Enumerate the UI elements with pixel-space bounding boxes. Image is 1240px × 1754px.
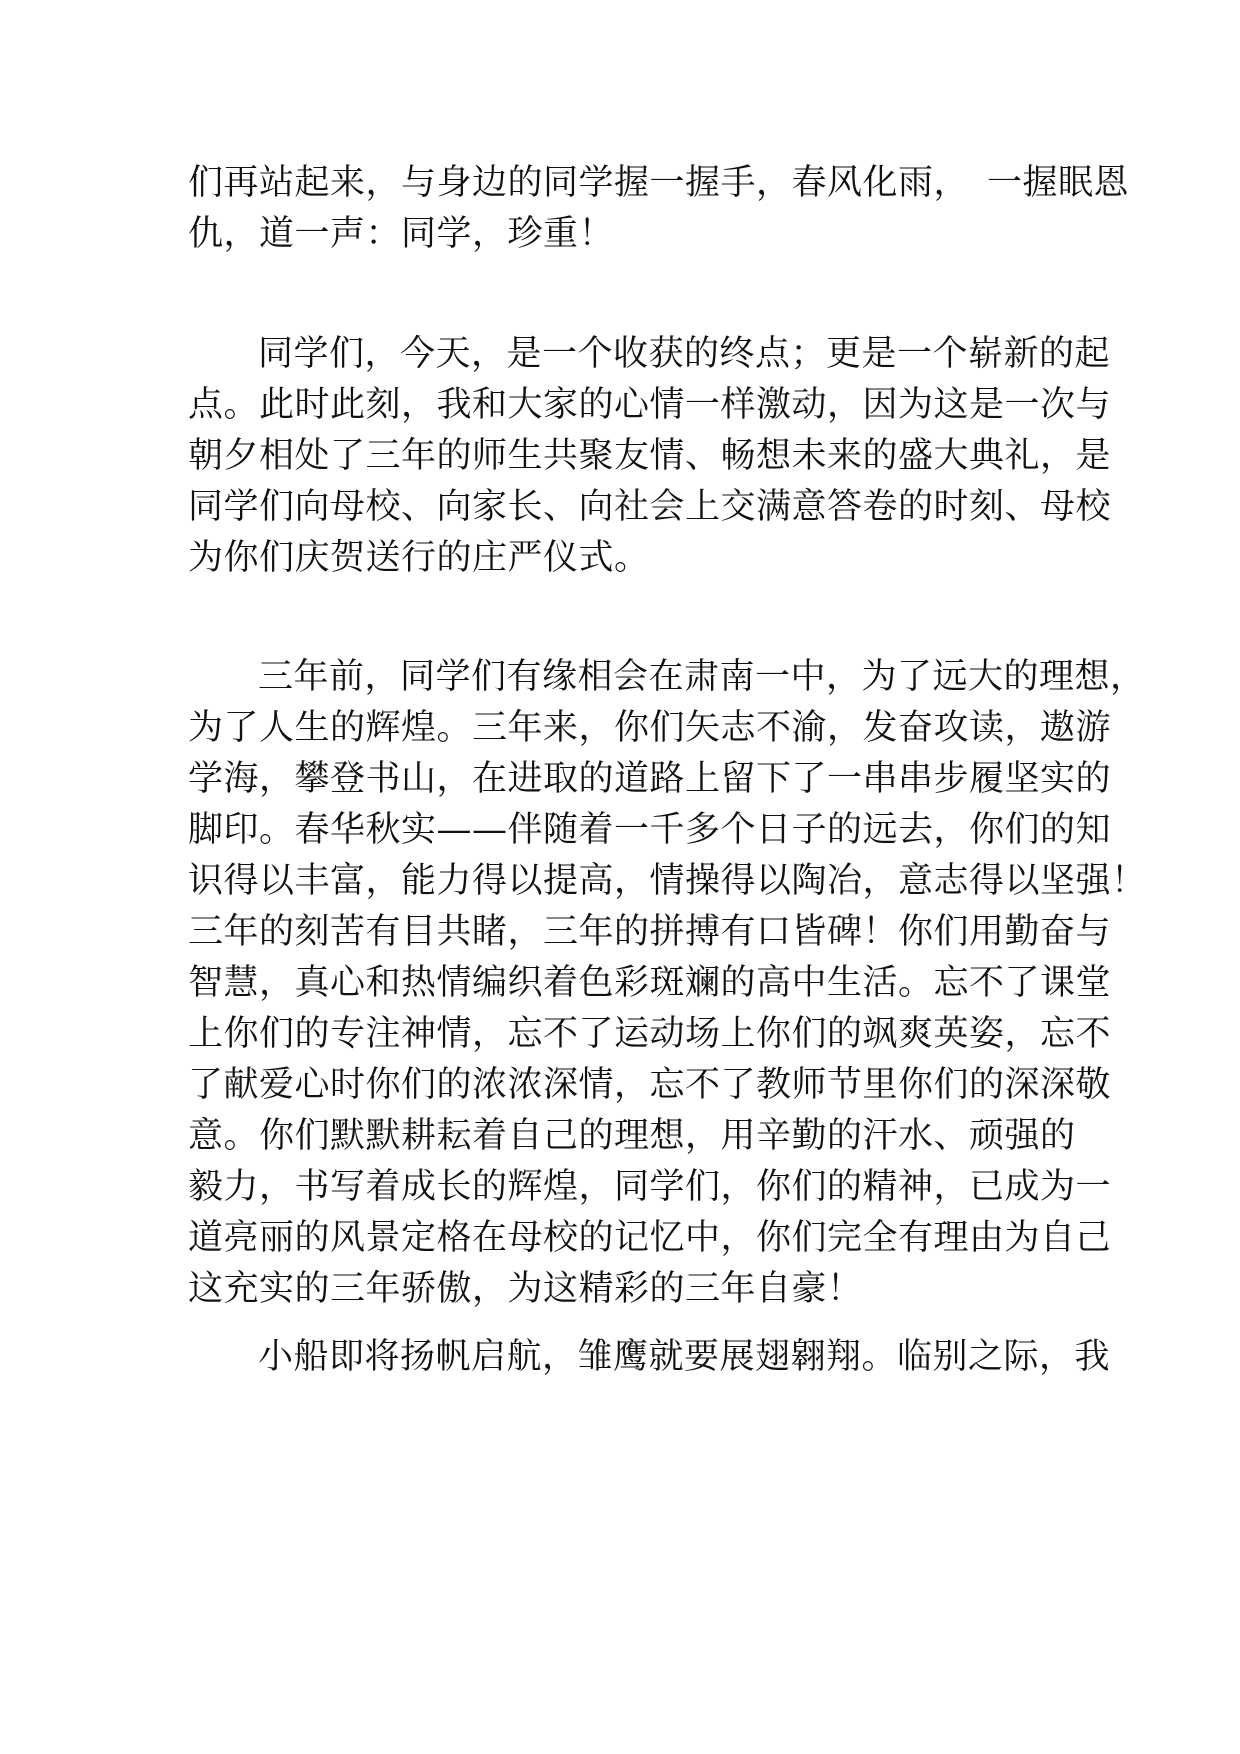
- text-line: 脚印。春华秋实——伴随着一千多个日子的远去，你们的知: [188, 810, 1112, 850]
- text-line: 识得以丰富，能力得以提高，情操得以陶冶，意志得以坚强！: [188, 861, 1147, 901]
- paragraph-2: [188, 329, 1112, 584]
- text-line: 小船即将扬帆启航，雏鹰就要展翅翱翔。临别之际，我: [258, 1337, 1111, 1377]
- text-line: 了献爱心时你们的浓浓深情，忘不了教师节里你们的深深敬: [188, 1065, 1112, 1105]
- text-line: 点。此时此刻，我和大家的心情一样激动，因为这是一次与: [188, 385, 1112, 425]
- text-line: 上你们的专注神情，忘不了运动场上你们的飒爽英姿，忘不: [188, 1014, 1112, 1054]
- text-line: 三年的刻苦有目共睹，三年的拼搏有口皆碑！你们用勤奋与: [188, 912, 1112, 952]
- paragraph-3: [188, 652, 1147, 1315]
- text-line: 学海，攀登书山，在进取的道路上留下了一串串步履坚实的: [188, 759, 1112, 799]
- text-line: 为你们庆贺送行的庄严仪式。: [188, 538, 650, 578]
- text-line: 意。你们默默耕耘着自己的理想，用辛勤的汗水、顽强的: [188, 1116, 1076, 1156]
- paragraph-1: [188, 158, 1130, 260]
- text-line: 们再站起来，与身边的同学握一握手，春风化雨， 一握眠恩: [188, 163, 1130, 203]
- text-line: 仇，道一声：同学，珍重！: [188, 214, 615, 254]
- text-line: 三年前，同学们有缘相会在肃南一中，为了远大的理想，: [258, 657, 1146, 697]
- text-line: 同学们，今天，是一个收获的终点；更是一个崭新的起: [258, 334, 1111, 374]
- text-line: 朝夕相处了三年的师生共聚友情、畅想未来的盛大典礼，是: [188, 436, 1112, 476]
- text-line: 同学们向母校、向家长、向社会上交满意答卷的时刻、母校: [188, 487, 1112, 527]
- paragraph-4: [188, 1332, 1111, 1383]
- text-line: 毅力，书写着成长的辉煌，同学们，你们的精神，已成为一: [188, 1167, 1112, 1207]
- text-line: 智慧，真心和热情编织着色彩斑斓的高中生活。忘不了课堂: [188, 963, 1112, 1003]
- text-line: 道亮丽的风景定格在母校的记忆中，你们完全有理由为自己: [188, 1218, 1112, 1258]
- text-line: 为了人生的辉煌。三年来，你们矢志不渝，发奋攻读，遨游: [188, 708, 1112, 748]
- text-line: 这充实的三年骄傲，为这精彩的三年自豪！: [188, 1269, 863, 1309]
